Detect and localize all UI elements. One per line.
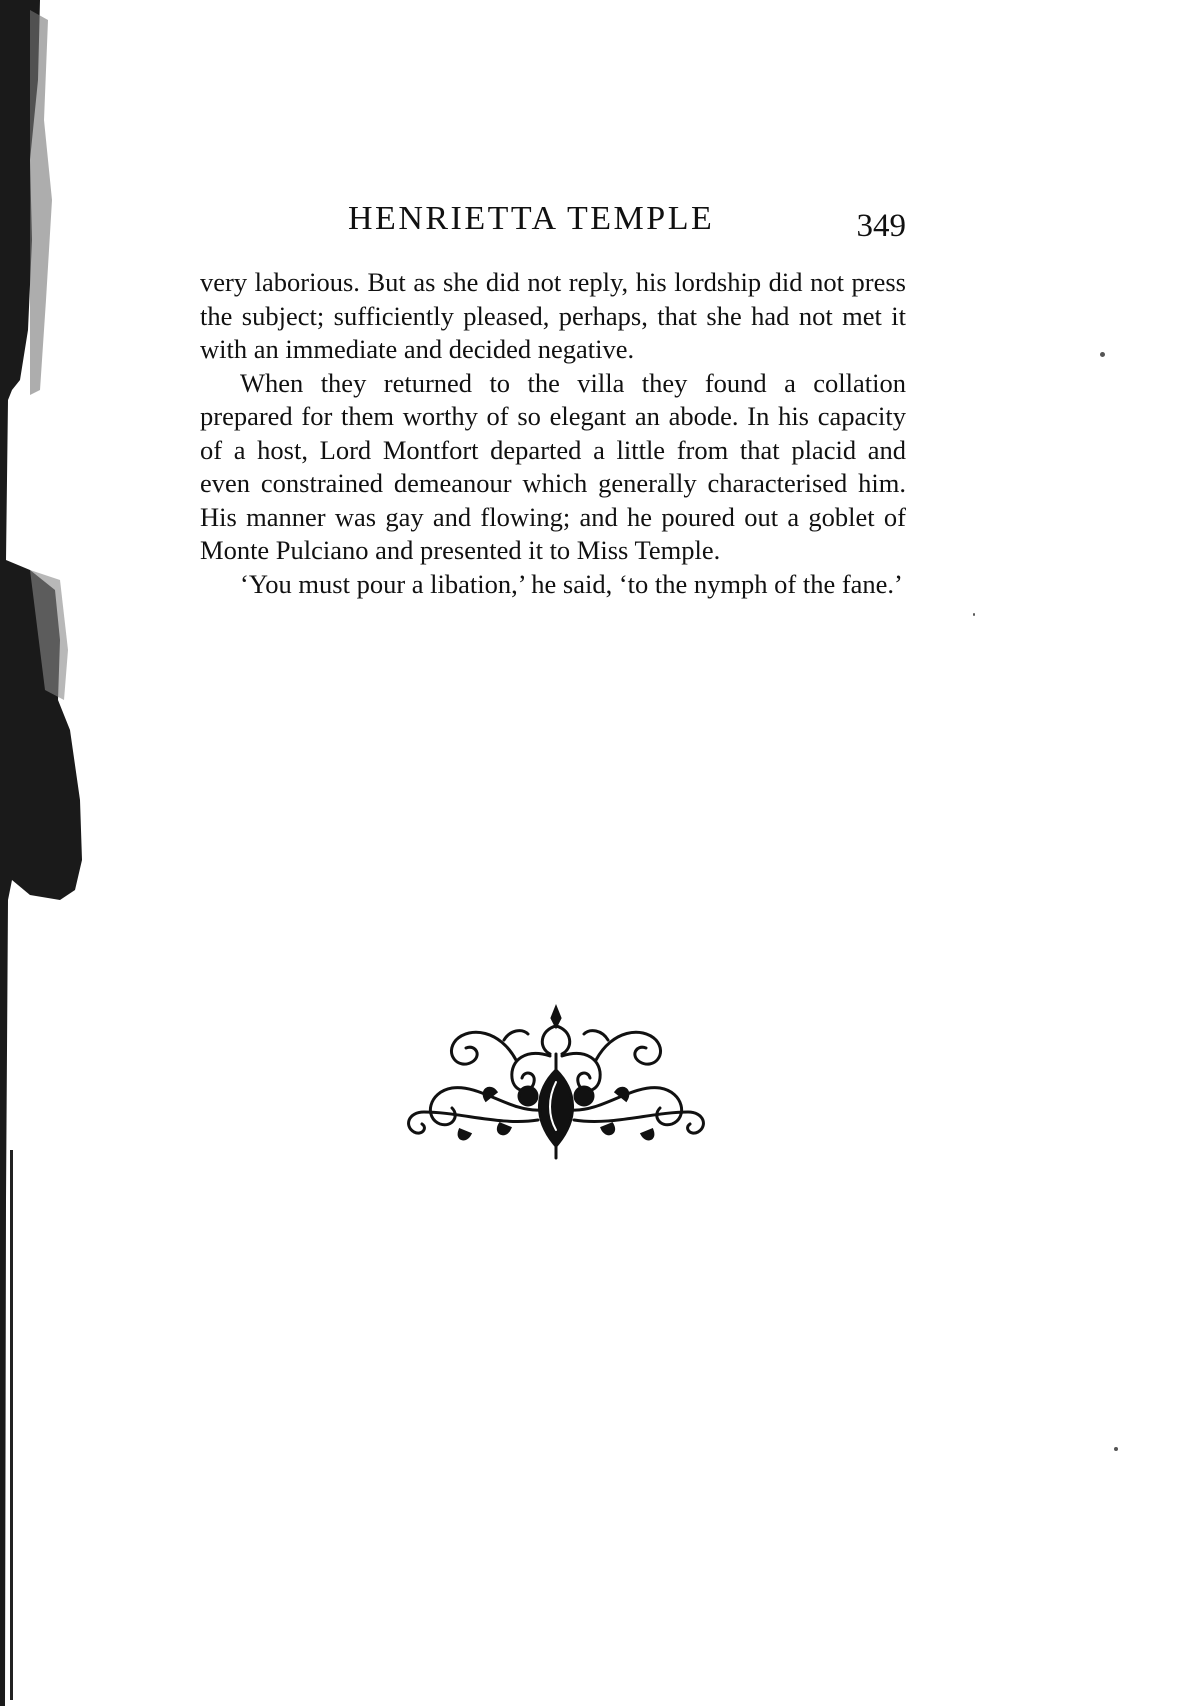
paragraph: very laborious. But as she did not reply, his lordship did not press the subject; sufficiently pleased, perhaps, that she had not met it with an immediate and decided negative.: [200, 267, 906, 364]
floral-tailpiece-ornament-icon: [400, 1000, 712, 1160]
page-number: 349: [856, 208, 906, 244]
scan-speck: [973, 613, 975, 616]
paragraph: ‘You must pour a libation,’ he said, ‘to the nymph of the fane.’: [240, 568, 903, 599]
paragraph: When they returned to the villa they found a collation prepared for them worthy of so elegant an abode. In his capacity of a host, Lord Montfort departed a little from that placid and even constrained demeanour which generally characterised him. His manner was gay and flowing; and he poured out a goblet of Monte Pulciano and presented it to Miss Temple.: [200, 367, 906, 565]
scan-speck: [1114, 1447, 1118, 1451]
scan-speck: [1100, 352, 1105, 357]
running-head: [200, 200, 906, 250]
running-title: HENRIETTA TEMPLE: [348, 200, 715, 237]
body-text: [200, 266, 906, 601]
scan-gutter-shadow: [0, 0, 90, 1706]
